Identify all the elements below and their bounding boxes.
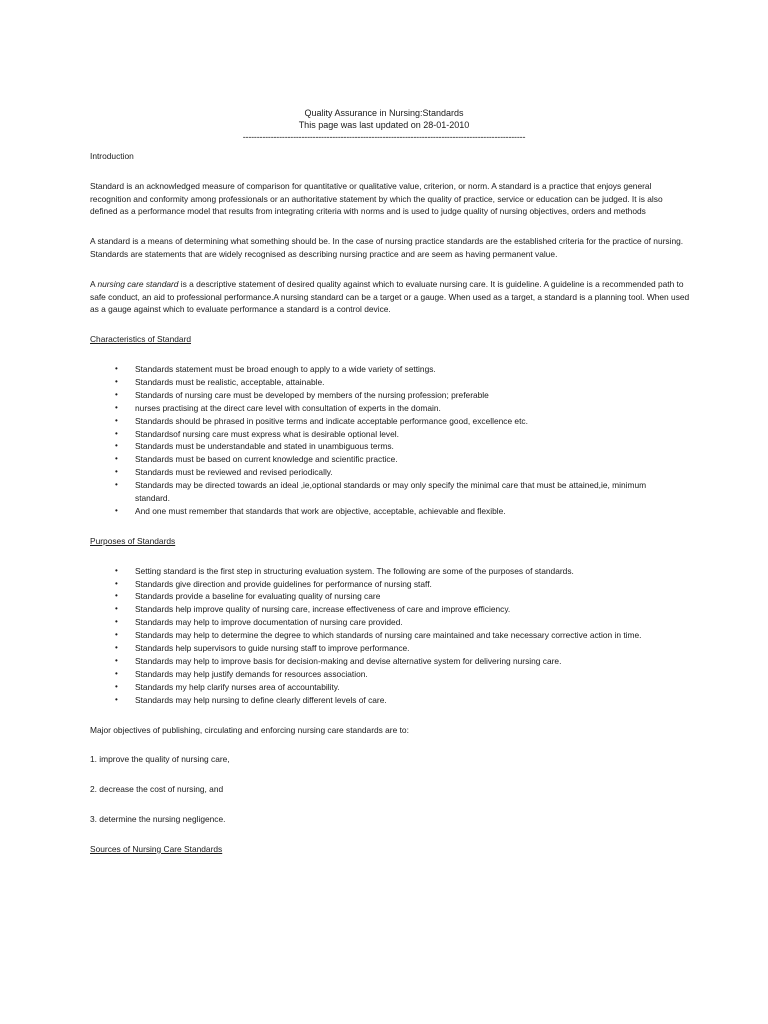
objective-item-2: 2. decrease the cost of nursing, and [90, 784, 224, 795]
bullet-icon: • [115, 655, 118, 665]
list-item: • Standards may be directed towards an ideal ,ie,optional standards or may only specify the minimal care that must be attained,ie, minimum standard. [115, 480, 647, 504]
objective-item-1: 1. improve the quality of nursing care, [90, 754, 230, 765]
objectives-intro: Major objectives of publishing, circulating and enforcing nursing care standards are to: [90, 724, 409, 735]
list-item: • Standards must be reviewed and revised periodically. [115, 467, 333, 478]
header-rule: ----------------------------------------------------------------------------------------------------- [242, 132, 526, 142]
list-item: • Standards must be understandable and stated in unambiguous terms. [115, 441, 394, 452]
bullet-icon: • [115, 454, 118, 464]
bullet-icon: • [115, 604, 118, 614]
bullet-icon: • [115, 415, 118, 425]
p3-rest: is a descriptive statement of desired quality against which to evaluate nursing care. It is guideline. A guideline is a recommended path to safe conduct, an aid to professional performance.A nursing standard can be a target or a gauge. When used as a target, a standard is a planning tool. When used as a gauge against which to evaluate performance a standard is a control device. [90, 278, 690, 315]
list-item: • Standards may help justify demands for resources association. [115, 668, 368, 679]
list-item: • Standards help improve quality of nursing care, increase effectiveness of care and improve efficiency. [115, 604, 511, 615]
list-item: • Standards should be phrased in positive terms and indicate acceptable performance good, excellence etc. [115, 415, 528, 426]
list-item: • Standards must be based on current knowledge and scientific practice. [115, 454, 398, 465]
list-item: • Standards help supervisors to guide nursing staff to improve performance. [115, 643, 410, 654]
list-item: • Standards my help clarify nurses area of accountability. [115, 681, 340, 692]
intro-heading: Introduction [90, 151, 134, 161]
list-item: • Standards must be realistic, acceptable, attainable. [115, 376, 325, 387]
bullet-icon: • [115, 630, 118, 640]
bullet-icon: • [115, 428, 118, 438]
document-title: Quality Assurance in Nursing:Standards [304, 108, 464, 118]
purposes-list [90, 565, 665, 707]
characteristics-list [90, 363, 665, 518]
nursing-care-standard-term: nursing care standard [97, 278, 179, 289]
purposes-heading: Purposes of Standards [90, 535, 176, 546]
bullet-icon: • [115, 467, 118, 477]
list-item: • Standards provide a baseline for evaluating quality of nursing care [115, 591, 381, 602]
bullet-icon: • [115, 376, 118, 386]
bullet-icon: • [115, 578, 118, 588]
last-updated-text: This page was last updated on 28-01-2010 [298, 120, 470, 130]
intro-paragraph-2: A standard is a means of determining what something should be. In the case of nursing practice standards are the established criteria for the practice of nursing. Standards are statements that are widely recognised as describing nursing practice and are seem as having permanent value. [90, 236, 684, 259]
list-item: • Standards may help to improve basis for decision-making and devise alternative system for delivering nursing care. [115, 655, 562, 666]
bullet-icon: • [115, 668, 118, 678]
bullet-icon: • [115, 441, 118, 451]
intro-paragraph-1: Standard is an acknowledged measure of comparison for quantitative or qualitative value, criterion, or norm. A standard is a practice that enjoys general recognition and conformity among professionals or an authoritative statement by which the quality of practice, service or education can be judged. It is also defined as a performance model that results from integrating criteria with norms and is used to judge quality of nursing objectives, orders and methods [90, 180, 663, 217]
bullet-icon: • [115, 681, 118, 691]
list-item: • Standards statement must be broad enough to apply to a wide variety of settings. [115, 363, 436, 374]
document-body [90, 150, 690, 856]
characteristics-heading: Characteristics of Standard [90, 334, 192, 345]
list-item: • Standards give direction and provide guidelines for performance of nursing staff. [115, 578, 432, 589]
bullet-icon: • [115, 591, 118, 601]
bullet-icon: • [115, 617, 118, 627]
bullet-icon: • [115, 565, 118, 575]
p3-prefix: A [90, 278, 98, 289]
list-item: • nurses practising at the direct care level with consultation of experts in the domain. [115, 402, 441, 413]
bullet-icon: • [115, 643, 118, 653]
list-item: • Standards may help to improve documentation of nursing care provided. [115, 617, 403, 628]
list-item: • Standardsof nursing care must express what is desirable optional level. [115, 428, 399, 439]
bullet-icon: • [115, 480, 118, 490]
objective-item-3: 3. determine the nursing negligence. [90, 814, 226, 824]
bullet-icon: • [115, 389, 118, 399]
bullet-icon: • [115, 402, 118, 412]
list-item: • Standards may help nursing to define clearly different levels of care. [115, 694, 387, 705]
list-item: • Standards of nursing care must be developed by members of the nursing profession; preferable [115, 389, 489, 400]
intro-paragraph-3 [90, 278, 690, 316]
bullet-icon: • [115, 505, 118, 515]
list-item: • Setting standard is the first step in structuring evaluation system. The following are some of the purposes of standards. [115, 565, 574, 576]
bullet-icon: • [115, 363, 118, 373]
document-header [0, 107, 768, 143]
bullet-icon: • [115, 694, 118, 704]
list-item: • Standards may help to determine the degree to which standards of nursing care maintained and take necessary corrective action in time. [115, 630, 642, 641]
sources-heading: Sources of Nursing Care Standards [90, 843, 223, 854]
list-item: • And one must remember that standards that work are objective, acceptable, achievable and flexible. [115, 505, 506, 516]
